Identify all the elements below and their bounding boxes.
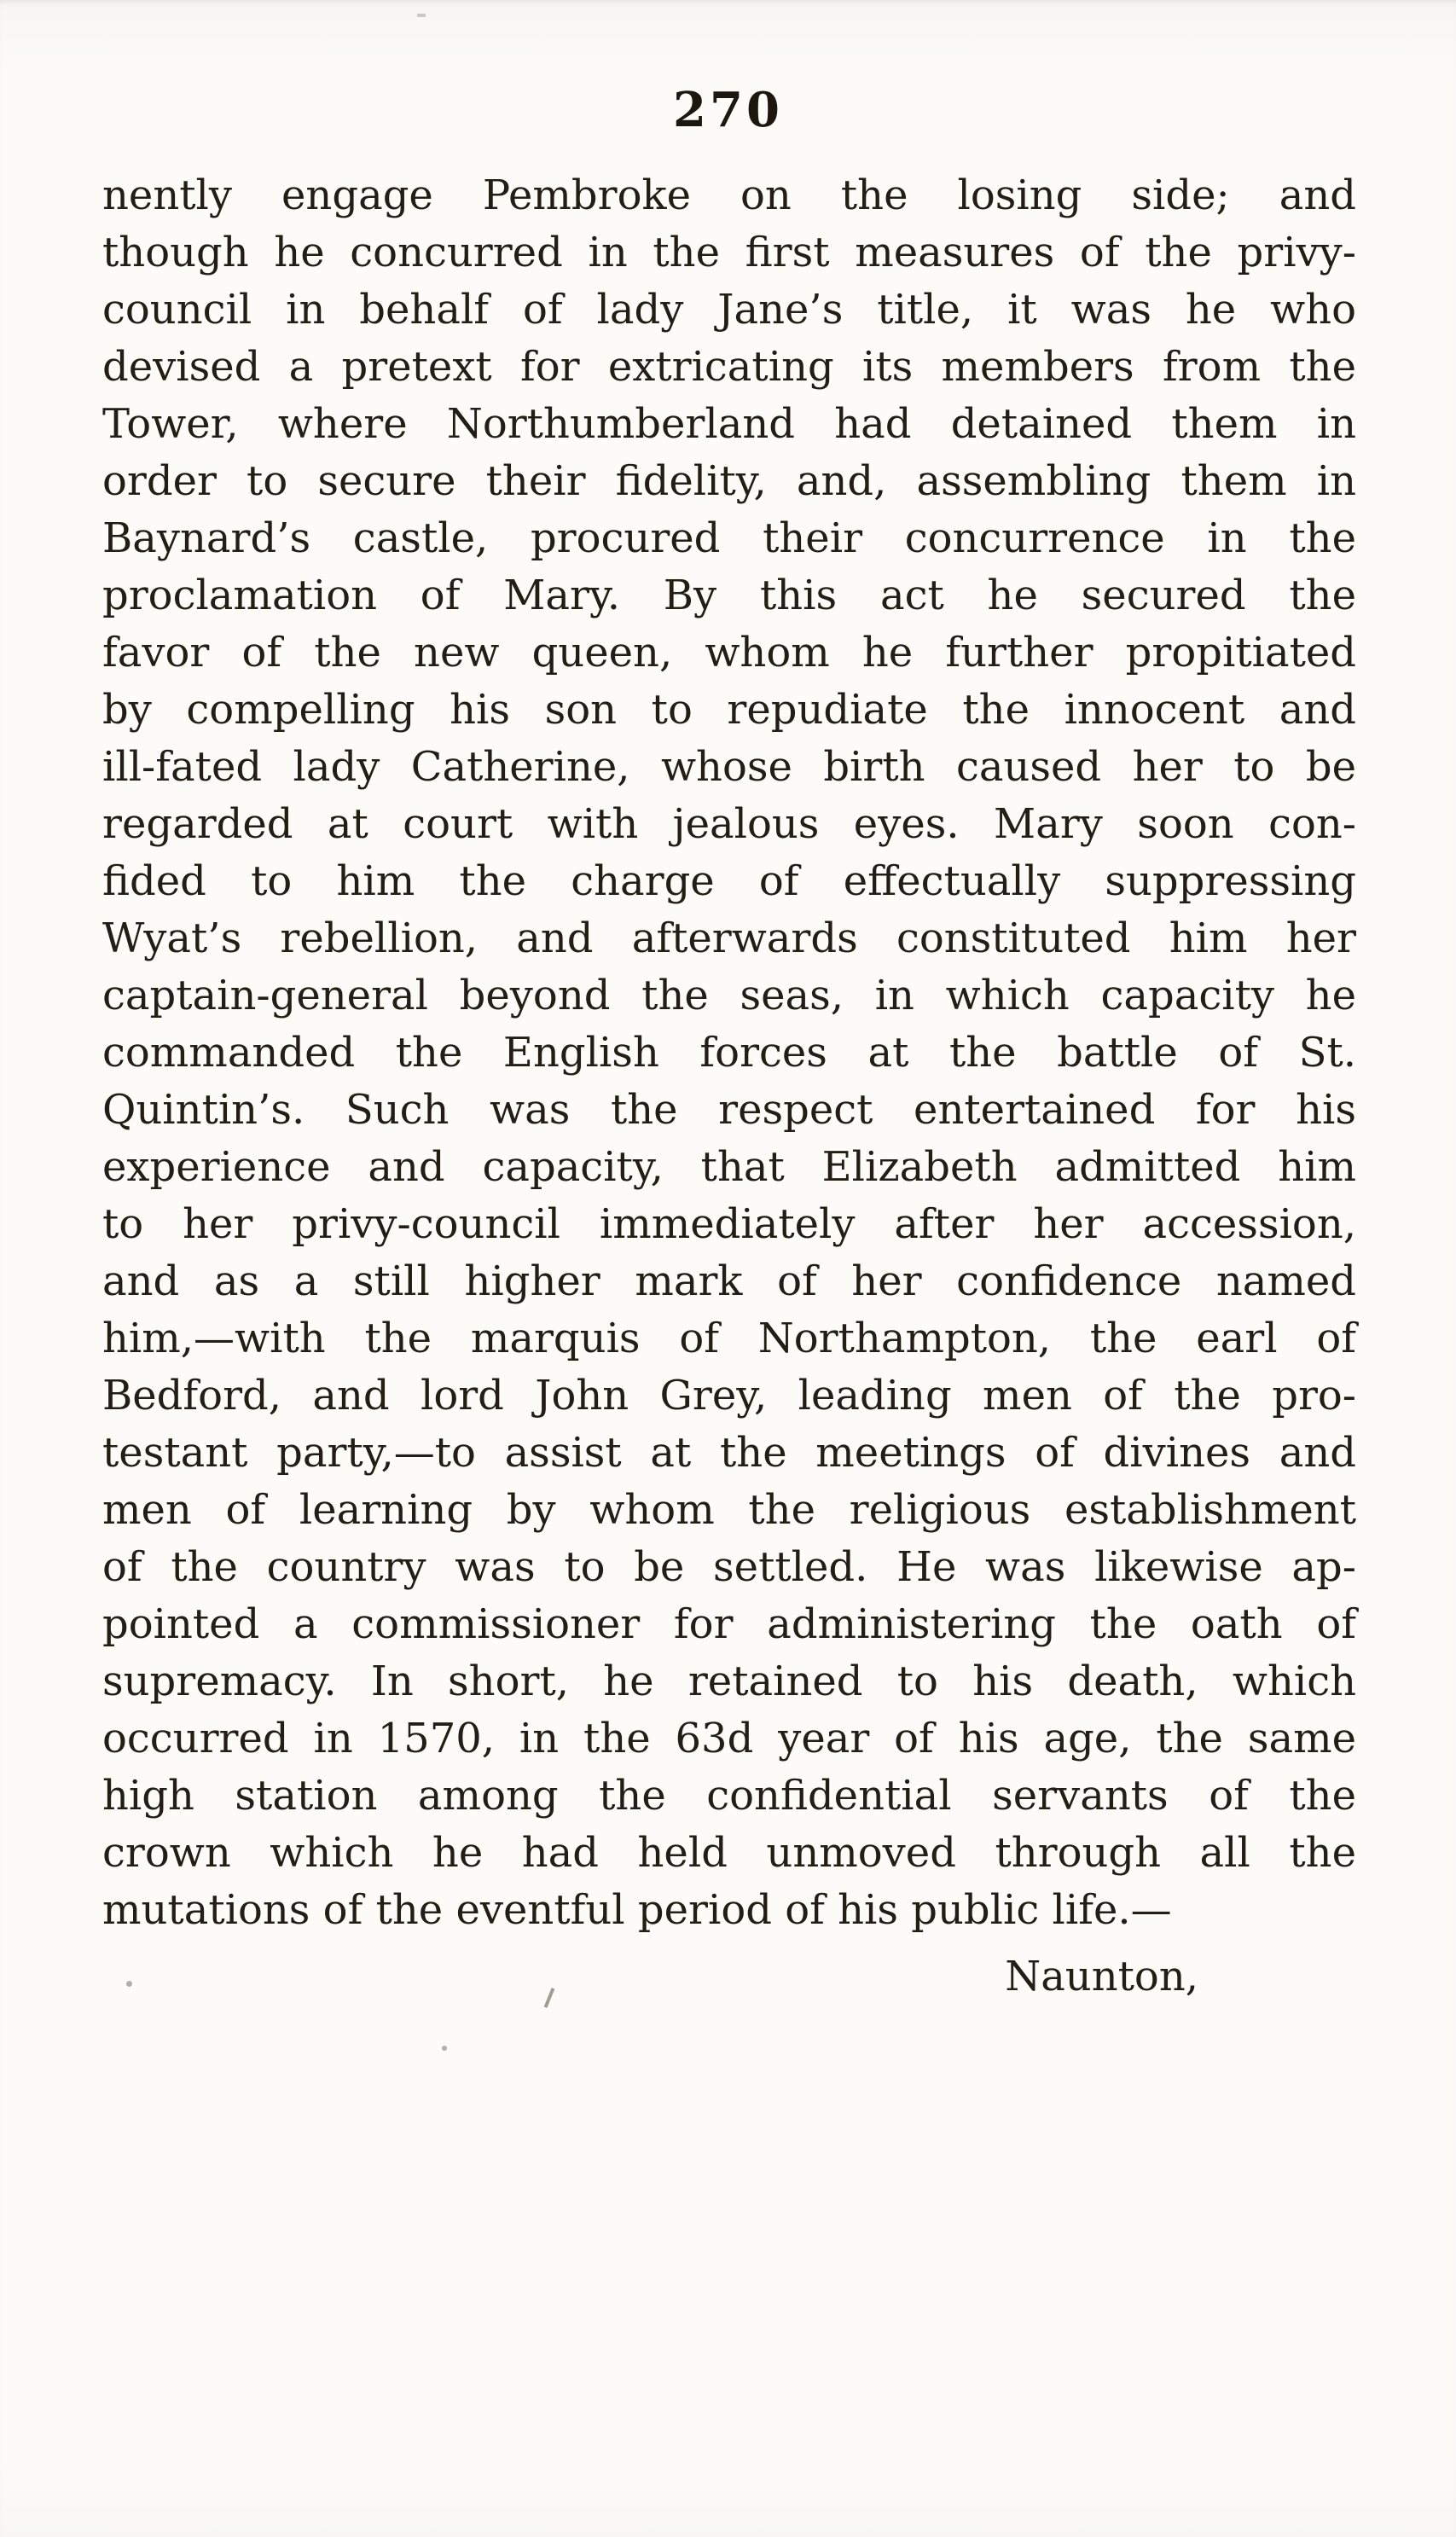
attribution-signature: Naunton,: [1005, 1953, 1198, 2000]
text-line: proclamation of Mary. By this act he secured the: [102, 572, 1356, 619]
text-line: supremacy. In short, he retained to his death, which: [102, 1657, 1356, 1705]
text-line: crown which he had held unmoved through all the: [102, 1829, 1356, 1877]
text-line: regarded at court with jealous eyes. Mary soon con-: [102, 800, 1356, 848]
text-line: him,—with the marquis of Northampton, the earl of: [102, 1315, 1356, 1362]
text-line: Quintin’s. Such was the respect entertained for his: [102, 1086, 1356, 1134]
text-line: pointed a commissioner for administering the oath of: [102, 1600, 1356, 1648]
text-line: occurred in 1570, in the 63d year of his age, the same: [102, 1715, 1356, 1762]
scan-speck: [417, 14, 426, 17]
scan-speck: [126, 1981, 132, 1987]
text-line: though he concurred in the first measures of the privy-: [102, 229, 1356, 276]
page-number: 270: [673, 82, 783, 138]
text-line: commanded the English forces at the battle of St.: [102, 1029, 1356, 1077]
body-text: [102, 167, 1356, 1939]
text-line: experience and capacity, that Elizabeth admitted him: [102, 1143, 1356, 1191]
text-line: men of learning by whom the religious establishment: [102, 1486, 1356, 1534]
text-line: testant party,—to assist at the meetings of divines and: [102, 1429, 1356, 1477]
text-line: devised a pretext for extricating its members from the: [102, 343, 1356, 391]
text-line: fided to him the charge of effectually suppressing: [102, 857, 1356, 905]
text-line: and as a still higher mark of her confidence named: [102, 1257, 1356, 1305]
text-line: council in behalf of lady Jane’s title, it was he who: [102, 286, 1356, 334]
text-line: nently engage Pembroke on the losing side; and: [102, 171, 1356, 219]
scan-speck: [442, 2046, 447, 2051]
text-line: order to secure their fidelity, and, assembling them in: [102, 457, 1356, 505]
text-line: to her privy-council immediately after her accession,: [102, 1200, 1356, 1248]
text-line: Tower, where Northumberland had detained them in: [102, 400, 1356, 448]
text-line: ill-fated lady Catherine, whose birth caused her to be: [102, 743, 1356, 791]
text-line: mutations of the eventful period of his public life.—: [102, 1886, 1172, 1934]
text-line: of the country was to be settled. He was likewise ap-: [102, 1543, 1356, 1591]
text-line: Wyat’s rebellion, and afterwards constituted him her: [102, 914, 1356, 962]
text-line: Baynard’s castle, procured their concurrence in the: [102, 514, 1356, 562]
text-line: by compelling his son to repudiate the innocent and: [102, 686, 1356, 734]
text-line: Bedford, and lord John Grey, leading men of the pro-: [102, 1372, 1356, 1419]
text-line: high station among the confidential servants of the: [102, 1772, 1356, 1820]
text-line: favor of the new queen, whom he further propitiated: [102, 629, 1356, 676]
text-line: captain-general beyond the seas, in which capacity he: [102, 972, 1356, 1019]
